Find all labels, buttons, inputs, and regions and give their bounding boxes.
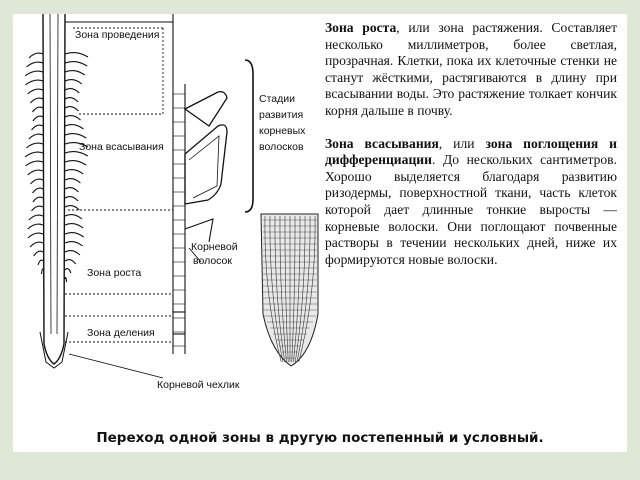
label-stages-3: корневых	[259, 125, 306, 137]
label-stages-4: волосков	[259, 141, 304, 153]
paragraph-growth-zone-body: , или зона растяжения. Составляет несколько миллиметров, более светлая, прозрачная. Клетки, пока их клеточные стенки не станут жёсткими, растягиваются в длину при всасывании воды. Это растяжение толкает кончик корня дальше в почву.	[325, 20, 618, 118]
root-tip-section	[261, 214, 318, 366]
text-block	[325, 20, 617, 284]
caption: Переход одной зоны в другую постепенный и условный.	[96, 430, 544, 446]
paragraph-absorption-zone-body: . До нескольких сантиметров. Хорошо выделяется благодаря развитию ризодермы, поверхностной ткани, часть клеток которой дает длинные тонкие выросты — корневые волоски. Они поглощают почвенные растворы в течении нескольких дней, ниже их формируются новые волоски.	[325, 152, 617, 267]
label-conduction-zone: Зона проведения	[75, 29, 160, 41]
label-stages-1: Стадии	[259, 93, 295, 105]
label-division-zone: Зона деления	[87, 327, 155, 339]
term-absorption-differentiation: зона поглощения и дифференциации	[325, 135, 617, 168]
root-body	[40, 14, 68, 368]
stages-bracket	[245, 60, 253, 212]
paragraph-growth-zone	[325, 20, 617, 120]
term-growth-zone: Зона роста	[325, 20, 397, 35]
root-diagram	[13, 14, 333, 394]
root-hair-strip	[173, 14, 227, 354]
label-growth-zone: Зона роста	[87, 267, 142, 279]
label-root-cap: Корневой чехлик	[157, 379, 240, 391]
term-absorption-zone: Зона всасывания	[325, 135, 439, 151]
label-stages-2: развития	[259, 109, 304, 121]
root-hairs	[25, 53, 88, 282]
root-cap-leader	[69, 354, 163, 378]
root-zones-figure	[13, 14, 333, 394]
paragraph-absorption-zone-sep: , или	[438, 135, 486, 151]
label-root-hair-1: Корневой	[191, 241, 238, 253]
zone-boundaries	[65, 22, 173, 342]
paragraph-absorption-zone	[325, 136, 617, 269]
label-absorption-zone: Зона всасывания	[79, 141, 164, 153]
slide	[13, 14, 627, 452]
label-root-hair-2: волосок	[193, 255, 232, 267]
